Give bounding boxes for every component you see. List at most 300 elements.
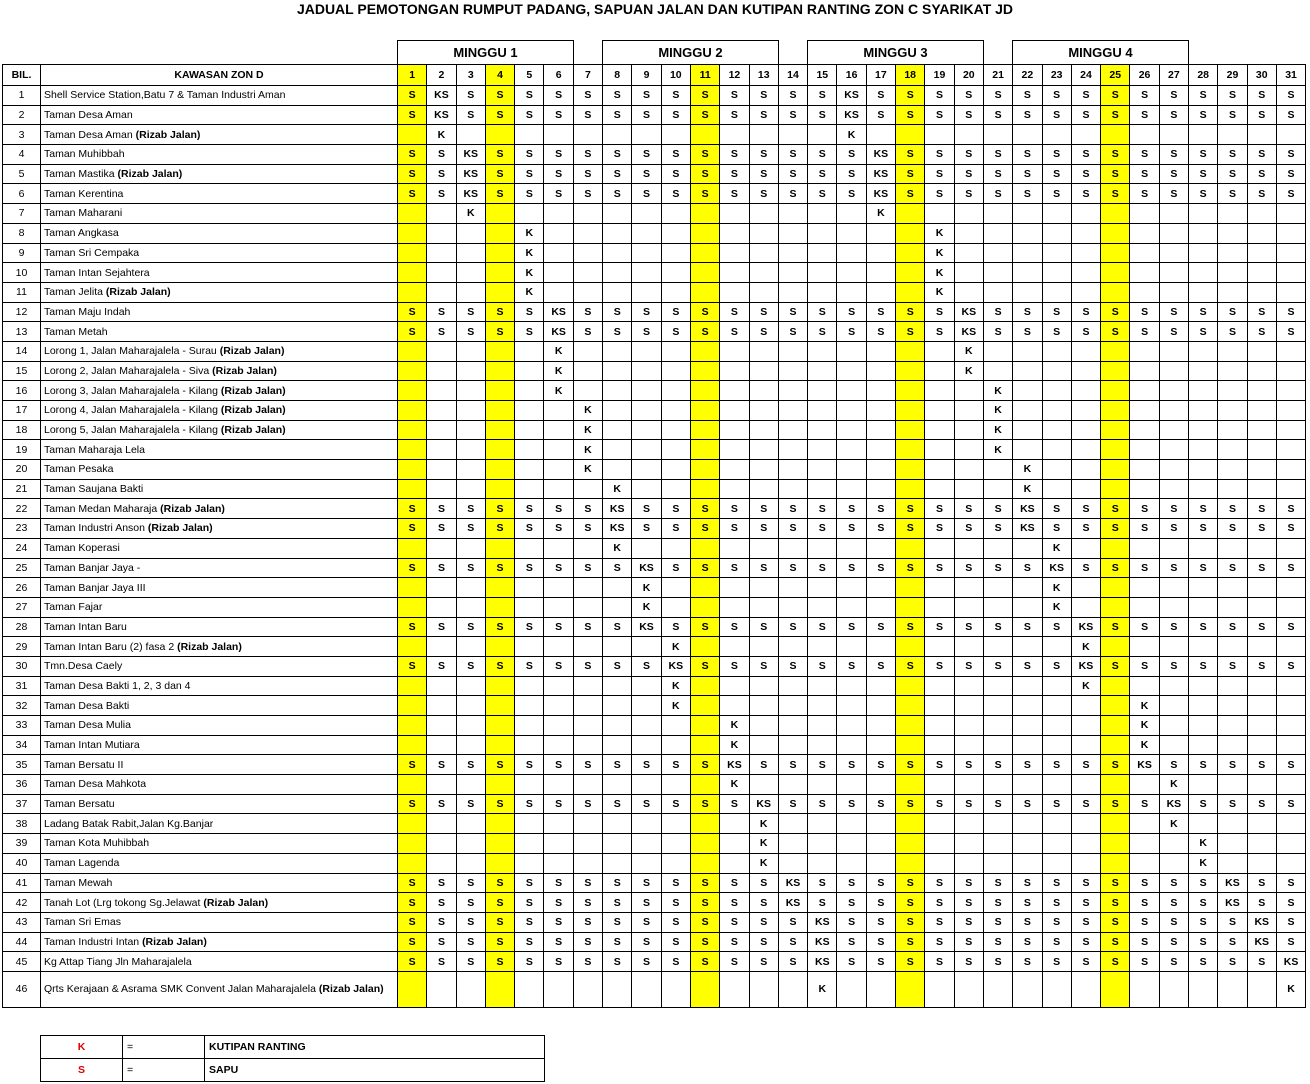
schedule-cell: S [544,499,573,519]
schedule-cell [398,597,427,617]
schedule-cell [456,853,485,873]
schedule-cell [690,696,719,716]
schedule-cell: S [1247,755,1276,775]
schedule-cell [1276,853,1305,873]
schedule-cell: S [515,932,544,952]
schedule-cell [690,223,719,243]
schedule-cell [603,578,632,598]
schedule-cell [1159,735,1188,755]
schedule-cell: S [1042,302,1071,322]
area-name-text: Taman Desa Aman [44,128,133,141]
schedule-cell [1189,341,1218,361]
row-number: 41 [3,873,41,893]
schedule-cell [690,479,719,499]
schedule-cell: K [749,853,778,873]
schedule-cell: S [1101,322,1130,342]
schedule-cell [1101,479,1130,499]
schedule-cell [427,696,456,716]
table-row [3,105,1306,125]
schedule-cell [515,125,544,145]
schedule-cell [632,775,661,795]
schedule-cell: S [1130,519,1159,539]
schedule-cell [1276,341,1305,361]
schedule-cell [983,125,1012,145]
schedule-cell [808,361,837,381]
schedule-cell [485,460,514,480]
schedule-cell: KS [1159,794,1188,814]
schedule-cell [427,735,456,755]
schedule-cell: S [808,656,837,676]
table-row [3,440,1306,460]
schedule-cell [632,676,661,696]
schedule-cell [866,223,895,243]
schedule-cell: S [398,145,427,165]
schedule-cell [1189,204,1218,224]
schedule-cell [398,263,427,283]
schedule-cell: S [1189,873,1218,893]
schedule-cell: S [1130,86,1159,106]
schedule-cell [603,853,632,873]
schedule-cell: S [1013,164,1042,184]
schedule-cell [1130,243,1159,263]
schedule-cell [720,814,749,834]
table-row [3,479,1306,499]
schedule-cell [837,578,866,598]
schedule-cell [427,597,456,617]
schedule-cell: KS [456,184,485,204]
area-note: (Rizab Jalan) [160,502,225,515]
schedule-cell [544,460,573,480]
schedule-cell: S [485,617,514,637]
schedule-cell [1130,460,1159,480]
schedule-cell [896,676,925,696]
schedule-cell: S [485,322,514,342]
schedule-cell [1101,125,1130,145]
schedule-cell: S [749,912,778,932]
schedule-cell [954,735,983,755]
schedule-cell: S [1189,105,1218,125]
schedule-cell [690,341,719,361]
schedule-cell [1130,263,1159,283]
table-row [3,834,1306,854]
schedule-cell [866,125,895,145]
schedule-cell: S [1247,656,1276,676]
schedule-cell [1218,204,1247,224]
schedule-cell [866,479,895,499]
schedule-cell [427,834,456,854]
schedule-cell [1013,834,1042,854]
area-name-text: Taman Intan Baru (2) fasa 2 [44,640,175,653]
schedule-cell [896,263,925,283]
schedule-cell: S [720,617,749,637]
schedule-cell [896,735,925,755]
schedule-cell [954,597,983,617]
schedule-cell: K [866,204,895,224]
schedule-cell: S [896,302,925,322]
schedule-cell [1013,341,1042,361]
schedule-cell: S [1013,755,1042,775]
schedule-cell [456,381,485,401]
legend-code: S [41,1059,123,1082]
schedule-cell: S [808,893,837,913]
schedule-cell: S [1159,164,1188,184]
row-number: 44 [3,932,41,952]
row-number: 37 [3,794,41,814]
schedule-cell: S [1189,164,1218,184]
schedule-cell: S [837,656,866,676]
schedule-cell: S [954,794,983,814]
schedule-cell [1276,282,1305,302]
schedule-cell: K [925,282,954,302]
schedule-cell [1071,460,1100,480]
schedule-cell [1130,578,1159,598]
schedule-cell: S [573,145,602,165]
schedule-cell [1130,538,1159,558]
schedule-cell [1218,578,1247,598]
table-row [3,775,1306,795]
schedule-cell [603,971,632,1007]
schedule-cell: S [925,558,954,578]
schedule-cell [427,637,456,657]
schedule-cell: S [749,86,778,106]
schedule-cell: S [398,322,427,342]
schedule-cell [808,696,837,716]
schedule-cell [778,971,807,1007]
schedule-cell [1071,775,1100,795]
schedule-cell [485,479,514,499]
schedule-cell [1159,578,1188,598]
schedule-cell [808,775,837,795]
schedule-cell [1159,243,1188,263]
area-name-text: Qrts Kerajaan & Asrama SMK Convent Jalan Maharajalela [44,982,316,995]
schedule-cell [1042,401,1071,421]
schedule-cell [1042,814,1071,834]
day-header-30: 30 [1247,65,1276,86]
schedule-cell: S [485,302,514,322]
schedule-cell: S [1247,499,1276,519]
day-header-28: 28 [1189,65,1218,86]
area-name-text: Taman Jelita [44,286,103,299]
schedule-cell: S [778,755,807,775]
schedule-cell: S [808,755,837,775]
schedule-cell [1042,716,1071,736]
schedule-cell [398,401,427,421]
schedule-cell: S [1276,794,1305,814]
week-4-label: MINGGU 4 [1012,40,1189,64]
day-header-7: 7 [573,65,602,86]
schedule-cell: KS [1247,912,1276,932]
schedule-cell [1189,420,1218,440]
schedule-cell: S [1189,499,1218,519]
schedule-cell: S [427,302,456,322]
schedule-cell [1130,676,1159,696]
schedule-cell [603,223,632,243]
schedule-cell [1042,696,1071,716]
area-name [41,145,398,165]
area-note: (Rizab Jalan) [220,384,286,397]
schedule-cell [603,263,632,283]
schedule-cell [925,479,954,499]
table-row [3,322,1306,342]
schedule-cell: S [1042,656,1071,676]
schedule-cell: S [749,617,778,637]
schedule-cell [954,971,983,1007]
table-row [3,755,1306,775]
schedule-cell: S [983,794,1012,814]
table-row [3,263,1306,283]
schedule-cell [1101,637,1130,657]
schedule-cell: KS [1218,893,1247,913]
schedule-cell: S [1101,952,1130,972]
schedule-cell [866,361,895,381]
schedule-cell [485,420,514,440]
schedule-cell: S [690,519,719,539]
schedule-cell [690,263,719,283]
schedule-cell: S [398,656,427,676]
schedule-cell [896,696,925,716]
schedule-cell [1247,735,1276,755]
schedule-cell [398,716,427,736]
schedule-cell [925,341,954,361]
schedule-cell: S [544,952,573,972]
schedule-cell: K [925,243,954,263]
schedule-cell [837,282,866,302]
schedule-cell: S [1218,184,1247,204]
schedule-cell: S [837,912,866,932]
schedule-cell [866,440,895,460]
schedule-cell: S [1101,105,1130,125]
schedule-cell: S [515,656,544,676]
schedule-cell: KS [778,873,807,893]
schedule-cell: KS [661,656,690,676]
schedule-cell [632,223,661,243]
table-row [3,164,1306,184]
schedule-cell: S [925,952,954,972]
schedule-cell: KS [1247,932,1276,952]
schedule-cell [954,479,983,499]
schedule-cell: S [456,86,485,106]
schedule-cell: KS [866,184,895,204]
schedule-cell [1130,775,1159,795]
schedule-cell [398,223,427,243]
schedule-cell: S [544,932,573,952]
schedule-cell [808,420,837,440]
schedule-cell [1071,479,1100,499]
schedule-cell [1130,971,1159,1007]
schedule-cell [690,971,719,1007]
schedule-cell: S [983,893,1012,913]
schedule-cell [837,853,866,873]
legend-row [41,1036,545,1059]
schedule-cell [485,440,514,460]
schedule-cell: S [778,86,807,106]
schedule-cell [573,597,602,617]
schedule-cell: K [573,460,602,480]
schedule-cell: S [1101,302,1130,322]
schedule-cell [573,341,602,361]
schedule-cell: S [808,302,837,322]
schedule-cell [808,853,837,873]
schedule-cell [1071,341,1100,361]
schedule-cell: K [954,361,983,381]
day-header-3: 3 [456,65,485,86]
schedule-cell [573,479,602,499]
schedule-cell: S [954,617,983,637]
schedule-cell: S [1101,755,1130,775]
schedule-cell: S [720,656,749,676]
schedule-cell: S [866,86,895,106]
schedule-cell: S [720,322,749,342]
schedule-cell: KS [427,86,456,106]
schedule-cell: S [925,873,954,893]
day-header-1: 1 [398,65,427,86]
schedule-cell [808,381,837,401]
table-row [3,716,1306,736]
schedule-cell: S [983,145,1012,165]
schedule-cell: S [456,755,485,775]
schedule-cell [690,125,719,145]
schedule-cell [954,637,983,657]
schedule-cell: S [1130,794,1159,814]
schedule-cell [398,361,427,381]
schedule-cell: S [720,519,749,539]
schedule-cell [925,971,954,1007]
schedule-cell [1071,735,1100,755]
schedule-cell [485,341,514,361]
schedule-cell: S [427,164,456,184]
schedule-cell [398,696,427,716]
schedule-cell [485,361,514,381]
area-name-text: Taman Desa Bakti [44,699,130,712]
schedule-cell [1247,676,1276,696]
schedule-cell: S [837,145,866,165]
schedule-cell: S [1218,656,1247,676]
schedule-cell [1247,401,1276,421]
schedule-cell: S [1042,519,1071,539]
schedule-cell [778,381,807,401]
schedule-cell [1218,401,1247,421]
schedule-cell: S [778,794,807,814]
schedule-cell: S [778,519,807,539]
schedule-cell: S [603,145,632,165]
schedule-cell: S [866,105,895,125]
schedule-cell [603,834,632,854]
schedule-cell [1159,597,1188,617]
schedule-cell [690,578,719,598]
schedule-cell: S [954,893,983,913]
schedule-cell [1042,853,1071,873]
schedule-cell: S [720,932,749,952]
schedule-cell [573,204,602,224]
schedule-cell [544,834,573,854]
schedule-cell [778,814,807,834]
schedule-cell [808,125,837,145]
area-name [41,263,398,283]
schedule-cell: K [661,696,690,716]
schedule-cell [720,361,749,381]
schedule-cell [515,637,544,657]
schedule-cell: S [632,952,661,972]
schedule-cell: K [632,578,661,598]
schedule-cell [398,341,427,361]
schedule-cell [1130,341,1159,361]
schedule-cell [954,716,983,736]
area-name-text: Taman Mastika [44,168,115,181]
schedule-cell: S [1071,302,1100,322]
schedule-cell [778,597,807,617]
schedule-cell [720,696,749,716]
schedule-cell [1071,971,1100,1007]
schedule-cell [603,597,632,617]
schedule-cell [778,716,807,736]
schedule-cell [749,420,778,440]
schedule-cell: K [544,341,573,361]
schedule-cell [1189,716,1218,736]
schedule-cell: S [1042,893,1071,913]
schedule-cell [866,971,895,1007]
schedule-cell: S [778,105,807,125]
schedule-cell: S [1218,322,1247,342]
schedule-cell [632,971,661,1007]
schedule-cell: K [1130,716,1159,736]
schedule-cell [749,223,778,243]
schedule-cell [573,263,602,283]
schedule-cell: S [983,164,1012,184]
schedule-cell [661,381,690,401]
schedule-cell [1013,775,1042,795]
schedule-cell: S [515,105,544,125]
schedule-cell [661,440,690,460]
schedule-cell [1189,735,1218,755]
row-number: 31 [3,676,41,696]
schedule-cell: S [485,558,514,578]
schedule-cell [398,971,427,1007]
area-name [41,86,398,106]
schedule-cell [837,696,866,716]
schedule-cell: S [896,873,925,893]
row-number: 29 [3,637,41,657]
schedule-cell: S [1247,322,1276,342]
schedule-cell: S [573,164,602,184]
schedule-cell: S [1013,105,1042,125]
schedule-cell: S [1218,105,1247,125]
schedule-cell: S [866,656,895,676]
schedule-cell [632,716,661,736]
schedule-cell [1218,381,1247,401]
schedule-cell [1013,381,1042,401]
schedule-cell [690,538,719,558]
schedule-cell: S [720,164,749,184]
schedule-cell: S [1218,302,1247,322]
schedule-cell [1276,361,1305,381]
schedule-cell [573,125,602,145]
schedule-cell [1101,204,1130,224]
schedule-cell [866,263,895,283]
schedule-cell: S [866,558,895,578]
schedule-cell [485,716,514,736]
schedule-cell [925,735,954,755]
schedule-cell: S [925,755,954,775]
schedule-cell: KS [544,322,573,342]
schedule-cell [1247,460,1276,480]
schedule-cell [485,381,514,401]
schedule-cell: K [544,381,573,401]
schedule-cell [720,282,749,302]
schedule-cell: S [1071,893,1100,913]
schedule-cell [837,204,866,224]
schedule-cell: K [1071,676,1100,696]
schedule-cell: S [1247,86,1276,106]
